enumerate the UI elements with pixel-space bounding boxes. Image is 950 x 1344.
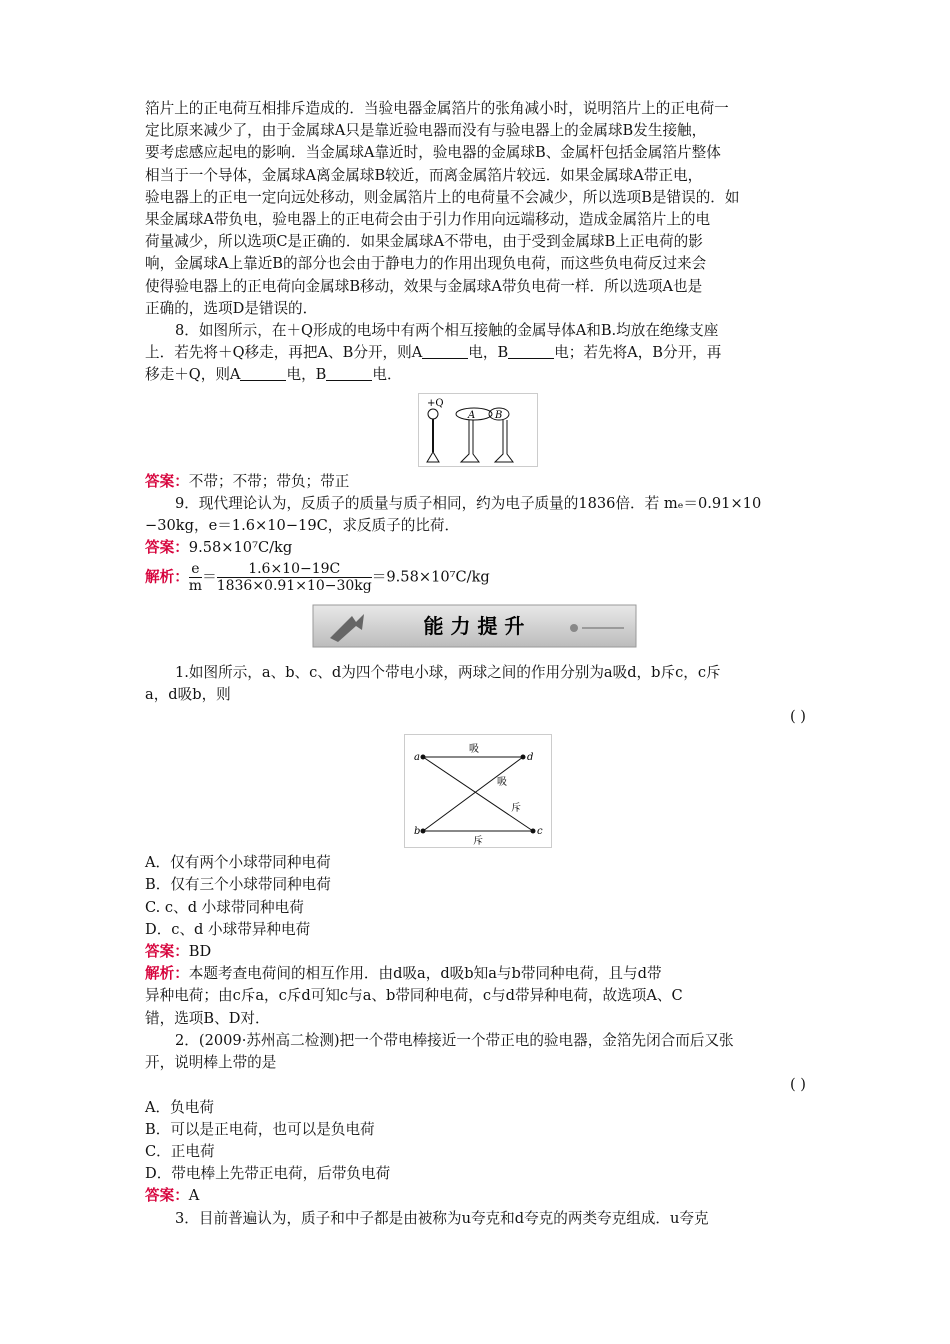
fraction-lhs [189, 561, 202, 594]
analysis-line: 异种电荷；由c斥a，c斥d可知c与a、b带同种电荷，c与d带异种电荷，故选项A、C [145, 987, 683, 1005]
answer-blank [422, 344, 468, 359]
answer-line [145, 1185, 810, 1207]
problem-3 [145, 1208, 810, 1230]
text-segment: 移走＋Q，则A [145, 366, 241, 384]
stand-base-icon [427, 452, 439, 462]
text-segment: 电，B [286, 366, 327, 384]
option-a: A．仅有两个小球带同种电荷 [145, 854, 331, 872]
analysis-line: 错，选项B、D对． [145, 1009, 270, 1027]
fraction-numerator: 1.6×10−19C [217, 561, 372, 578]
equals-sign: ＝ [202, 568, 217, 586]
answer-text: A [188, 1187, 200, 1205]
question-text: 1.如图所示，a、b、c、d为四个带电小球，两球之间的作用分别为a吸d，b斥c，c斥 [175, 663, 721, 681]
answer-bracket: ( ) [789, 1076, 806, 1094]
stand-icon [495, 420, 513, 462]
label-a: a [413, 752, 420, 764]
label-b: b [413, 826, 420, 838]
text-line: 箔片上的正电荷互相排斥造成的．当验电器金属箔片的张角减小时，说明箔片上的正电荷一 [145, 100, 729, 117]
option-b: B．仅有三个小球带同种电荷 [145, 876, 331, 894]
answer-line [145, 537, 810, 559]
force-diagram [404, 734, 552, 848]
option-a: A．负电荷 [145, 1098, 214, 1116]
conductor-a-label: A [467, 409, 475, 421]
previous-analysis [145, 98, 810, 320]
charge-q-icon [428, 409, 438, 419]
text-line: 要考虑感应起电的影响．当金属球A靠近时，验电器的金属球B、金属杆包括金属箔片整体 [145, 144, 721, 162]
analysis-text: 本题考查电荷间的相互作用．由d吸a，d吸b知a与b带同种电荷，且与d带 [188, 965, 662, 983]
fraction-denominator: 1836×0.91×10−30kg [216, 578, 372, 595]
charge-label: +Q [426, 397, 444, 409]
question-text: a，d吸b，则 [145, 685, 231, 703]
text-line: 果金属球A带负电，验电器上的正电荷会由于引力作用向远端移动，造成金属箔片上的电 [145, 211, 711, 229]
label-bc: 斥 [472, 836, 483, 848]
result-text: ＝9.58×10⁷C/kg [371, 568, 490, 586]
question-text [145, 364, 810, 386]
option-d: D．带电棒上先带正电荷，后带负电荷 [145, 1165, 391, 1183]
answer-text: BD [188, 943, 212, 961]
text-line: 相当于一个导体，金属球A离金属球B较近，而离金属箔片较远．如果金属球A带正电， [145, 166, 703, 184]
answer-text: 9.58×10⁷C/kg [188, 539, 293, 557]
question-text: 开，说明棒上带的是 [145, 1054, 277, 1072]
question-text: 2．(2009·苏州高二检测)把一个带电棒接近一个带正电的验电器，金箔先闭合而后又张 [175, 1031, 734, 1049]
analysis-line [145, 561, 810, 594]
answer-label: 答案： [145, 943, 189, 961]
problem-1 [145, 662, 810, 1030]
edge-bd [423, 757, 523, 831]
question-text: 8．如图所示，在＋Q形成的电场中有两个相互接触的金属导体A和B.均放在绝缘支座 [175, 322, 719, 340]
text-segment: 上．若先将＋Q移走，再把A、B分开，则A [145, 344, 423, 362]
question-9 [145, 493, 810, 595]
fraction-numerator: e [189, 561, 202, 578]
question-8 [145, 320, 810, 493]
label-ac: 斥 [510, 803, 521, 815]
section-banner [312, 604, 637, 648]
answer-label: 答案： [145, 539, 189, 557]
text-line: 响，金属球A上靠近B的部分也会由于静电力的作用出现负电荷，而这些负电荷反过来会 [145, 255, 707, 273]
answer-text: 不带；不带；带负；带正 [188, 472, 350, 490]
question-text: −30kg，e＝1.6×10−19C，求反质子的比荷． [145, 517, 460, 535]
text-segment: 电． [372, 366, 402, 384]
answer-blank [508, 344, 554, 359]
conductor-figure [418, 393, 538, 467]
answer-line [145, 471, 810, 493]
fraction-denominator: m [188, 578, 203, 595]
label-c: c [536, 826, 543, 838]
question-text [145, 342, 810, 364]
analysis-label: 解析： [145, 965, 189, 983]
diamond-icon [570, 624, 578, 632]
text-segment: 电，B [468, 344, 509, 362]
fraction-rhs [217, 561, 372, 594]
text-line: 使得验电器上的正电荷向金属球B移动，效果与金属球A带负电荷一样．所以选项A也是 [145, 277, 703, 295]
option-c: C. c、d 小球带同种电荷 [145, 898, 304, 916]
page-content [145, 98, 810, 1230]
text-segment: 电；若先将A，B分开，再 [554, 344, 722, 362]
question-text: 9．现代理论认为，反质子的质量与质子相同，约为电子质量的1836倍．若 mₑ＝0.91×10 [175, 494, 762, 512]
text-line: 验电器上的正电一定向远处移动，则金属箔片上的电荷量不会减少，所以选项B是错误的．如 [145, 188, 740, 206]
option-b: B．可以是正电荷，也可以是负电荷 [145, 1120, 375, 1138]
answer-label: 答案： [145, 472, 189, 490]
text-line: 定比原来减少了，由于金属球A只是靠近验电器而没有与验电器上的金属球B发生接触， [145, 122, 707, 140]
label-d: d [526, 752, 533, 764]
answer-blank [240, 366, 286, 381]
answer-blank [326, 366, 372, 381]
edge-ac [423, 757, 533, 831]
label-bd: 吸 [496, 777, 507, 789]
text-line: 荷量减少，所以选项C是正确的．如果金属球A不带电，由于受到金属球B上正电荷的影 [145, 233, 703, 251]
analysis-label: 解析： [145, 568, 189, 586]
question-text: 3．目前普遍认为，质子和中子都是由被称为u夸克和d夸克的两类夸克组成．u夸克 [175, 1209, 709, 1227]
conductor-b-label: B [494, 409, 502, 421]
answer-bracket: ( ) [789, 708, 806, 726]
label-ad: 吸 [468, 744, 479, 756]
option-d: D．c、d 小球带异种电荷 [145, 920, 311, 938]
answer-label: 答案： [145, 1187, 189, 1205]
answer-line [145, 941, 810, 963]
problem-2 [145, 1030, 810, 1208]
analysis-line [145, 963, 810, 985]
option-c: C．正电荷 [145, 1142, 215, 1160]
text-line: 正确的，选项D是错误的． [145, 299, 318, 317]
banner-title: 能 力 提 升 [423, 614, 525, 639]
stand-icon [461, 420, 479, 462]
